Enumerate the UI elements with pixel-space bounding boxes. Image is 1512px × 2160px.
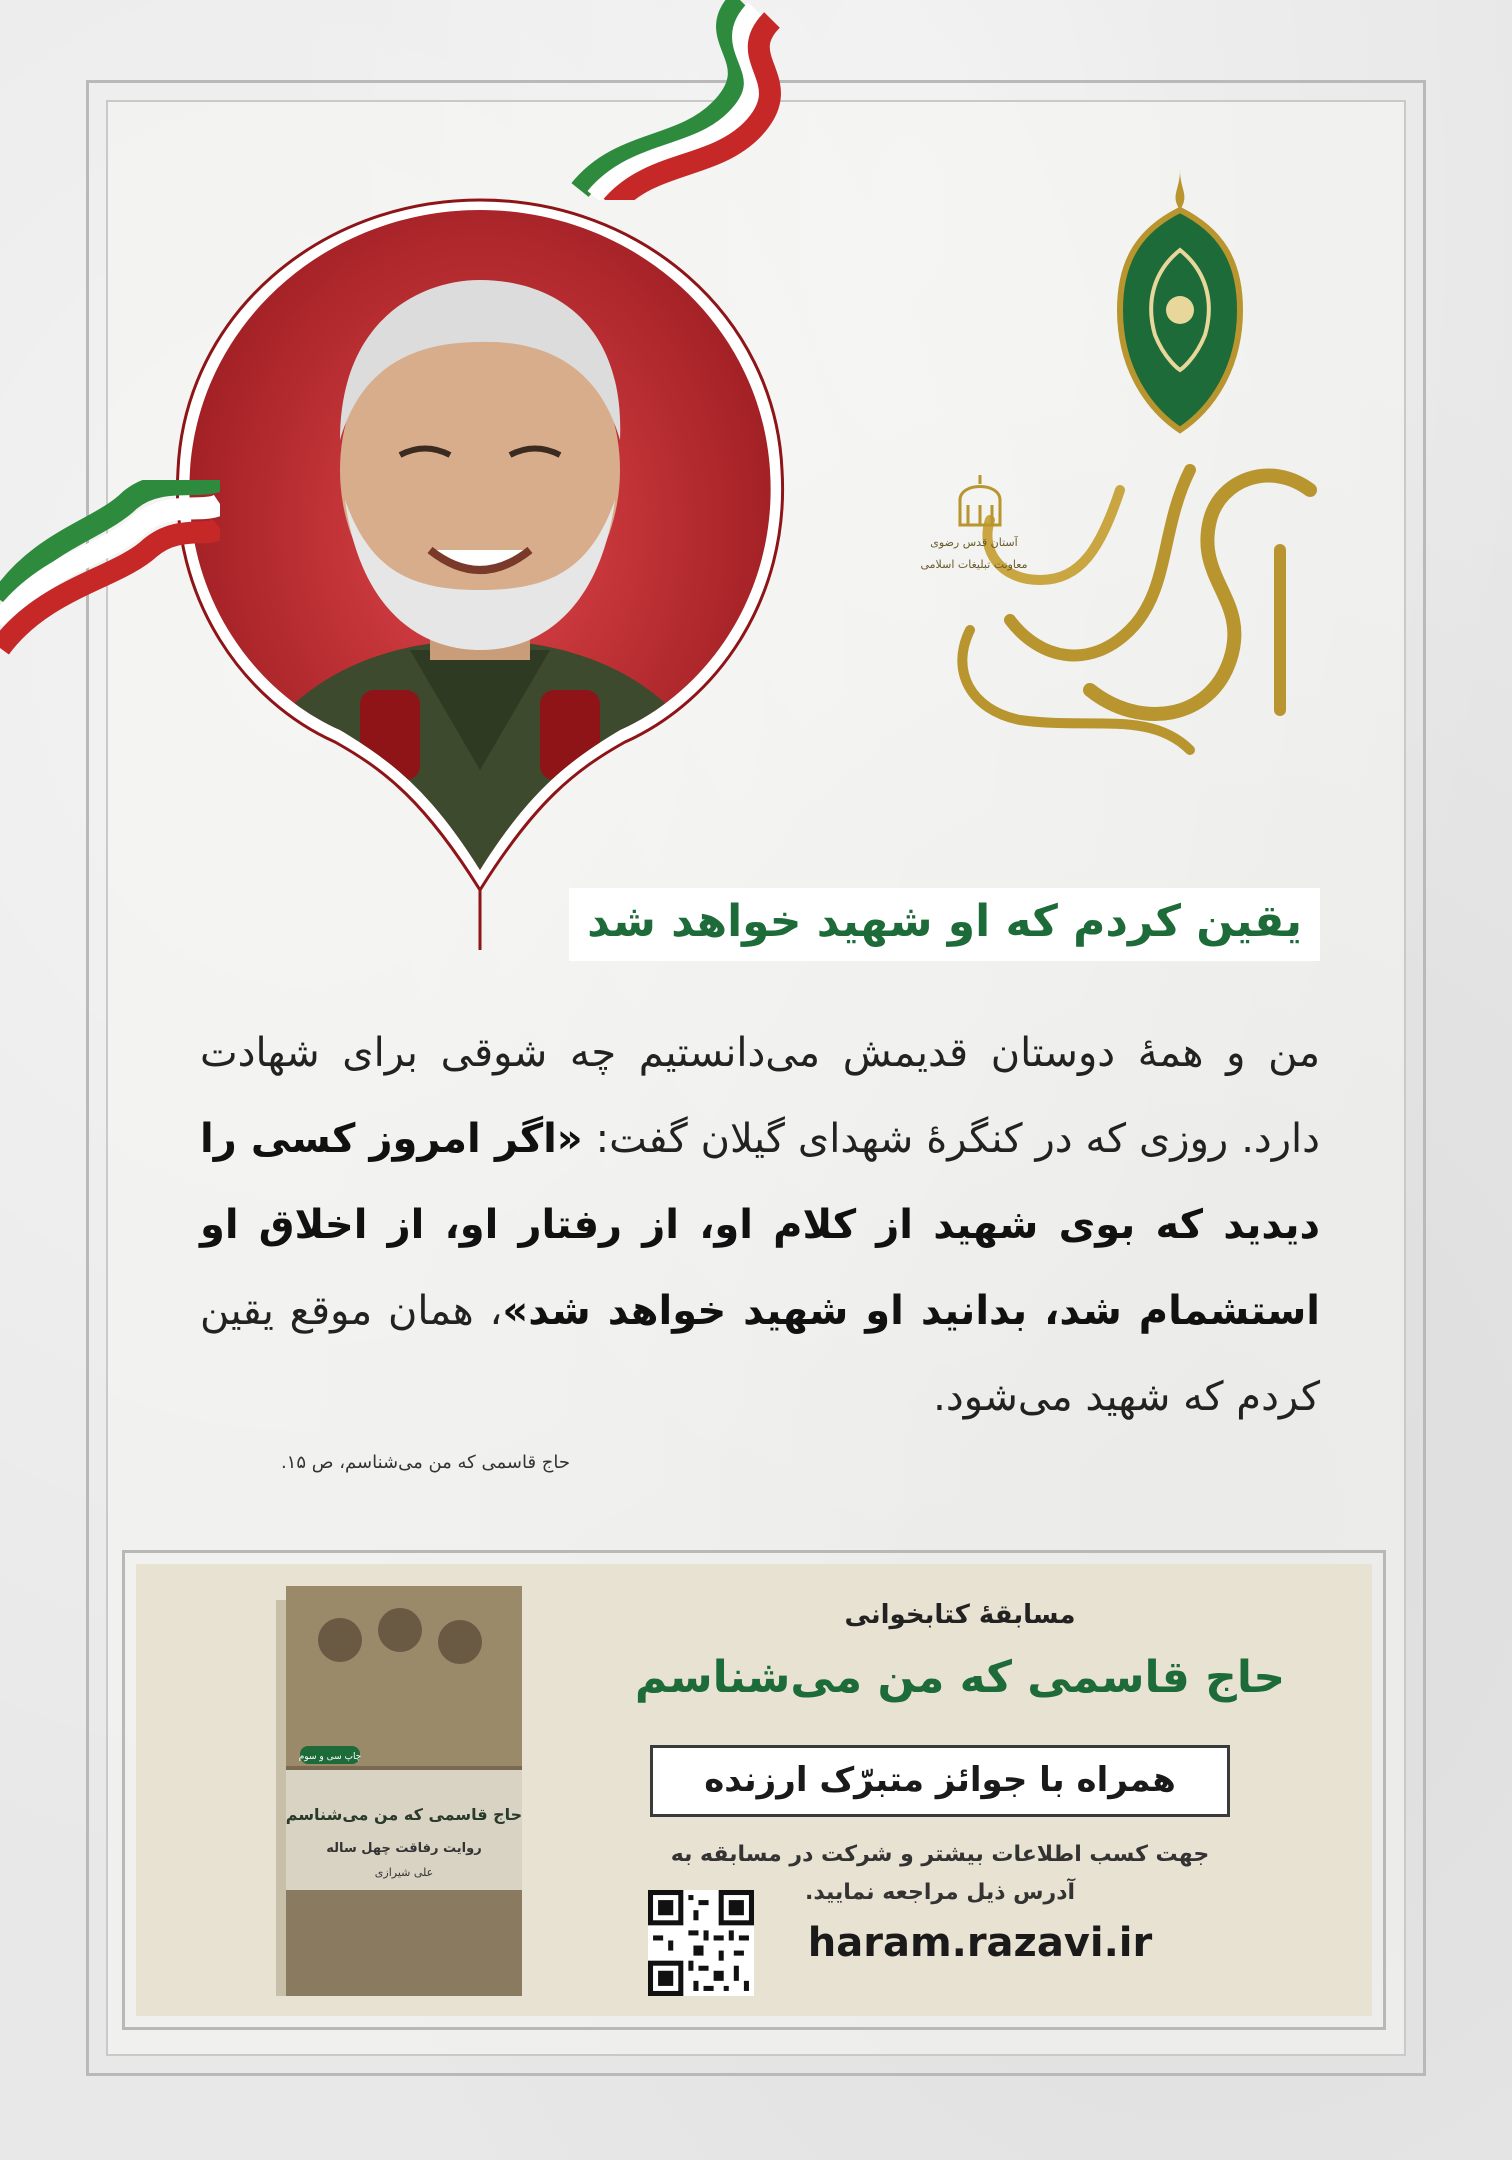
org-name-line1: آستان قدس رضوی: [930, 536, 1018, 549]
qr-code[interactable]: [648, 1890, 754, 1996]
headline: یقین کردم که او شهید خواهد شد: [569, 888, 1320, 961]
quote-highlight: «اگر امروز کسی را دیدید که بوی شهید از کلام او، از رفتار او، از اخلاق او استشمام شد، بدانید او شهید خواهد شد»: [200, 1116, 1320, 1334]
book-cover-image: [270, 1570, 530, 2010]
website-link[interactable]: haram.razavi.ir: [807, 1920, 1153, 1966]
portrait-medallion: [150, 170, 810, 970]
shahid-alquds-logo: [880, 160, 1340, 780]
iran-flag-ribbon-left: [0, 480, 220, 680]
org-name-line2: معاونت تبلیغات اسلامی: [920, 558, 1028, 571]
ornament-emblem-icon: [880, 160, 1340, 460]
book-cover-author: علی شیرازی: [374, 1866, 434, 1879]
book-title: حاج قاسمی که من می‌شناسم: [634, 1652, 1286, 1703]
portrait-illustration: [150, 170, 810, 970]
quote-outro: ، همان موقع یقین کردم که شهید می‌شود.: [200, 1288, 1320, 1420]
citation: حاج قاسمی که من می‌شناسم، ص ۱۵.: [280, 1452, 570, 1473]
prize-banner: همراه با جوائز متبرّک ارزنده: [650, 1745, 1230, 1817]
book-edition: چاپ سی و سوم: [298, 1752, 362, 1762]
quote-intro: من و همهٔ دوستان قدیمش می‌دانستیم چه شوقی برای شهادت دارد. روزی که در کنگرهٔ شهدای گیلان گفت:: [200, 1030, 1320, 1162]
contest-label: مسابقهٔ کتابخوانی: [844, 1600, 1076, 1630]
book-cover-subtitle: روایت رفاقت چهل ساله: [326, 1841, 482, 1856]
iran-flag-ribbon-top: [560, 0, 790, 200]
calligraphy-text: شهید القدس: [1324, 766, 1330, 767]
book-cover-title: حاج قاسمی که من می‌شناسم: [285, 1805, 523, 1824]
contest-info: جهت کسب اطلاعات بیشتر و شرکت در مسابقه به آدرس ذیل مراجعه نمایید.: [670, 1842, 1210, 1905]
quote-paragraph: [200, 1010, 1320, 1440]
